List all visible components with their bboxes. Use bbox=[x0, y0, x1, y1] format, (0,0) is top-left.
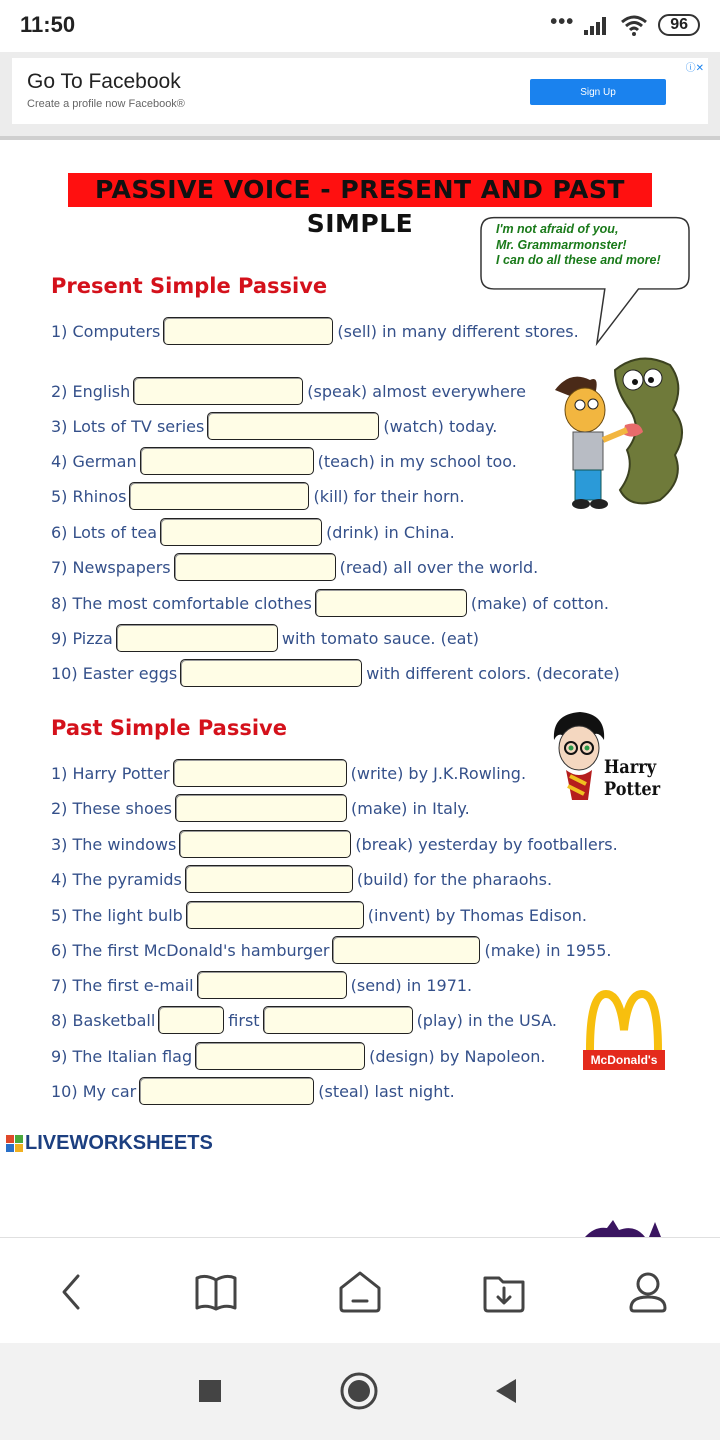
exercise-line bbox=[51, 972, 472, 998]
line-prefix: 1) Harry Potter bbox=[51, 763, 170, 783]
back-triangle-icon[interactable] bbox=[486, 1371, 526, 1411]
answer-input[interactable] bbox=[163, 317, 333, 345]
downloads-icon[interactable] bbox=[482, 1270, 526, 1314]
line-middle: first bbox=[228, 1010, 260, 1030]
decorative-partial-icon bbox=[585, 1218, 665, 1237]
answer-input[interactable] bbox=[173, 759, 347, 787]
line-prefix: 10) My car bbox=[51, 1081, 137, 1101]
answer-input[interactable] bbox=[129, 482, 309, 510]
exercise-line bbox=[51, 318, 579, 344]
exercise-line bbox=[51, 1007, 557, 1033]
exercise-line bbox=[51, 554, 538, 580]
exercise-line bbox=[51, 413, 497, 439]
exercise-line bbox=[51, 902, 587, 928]
line-prefix: 9) Pizza bbox=[51, 628, 113, 648]
answer-input[interactable] bbox=[185, 865, 353, 893]
line-prefix: 5) The light bulb bbox=[51, 905, 183, 925]
exercise-line bbox=[51, 660, 620, 686]
line-suffix: (steal) last night. bbox=[318, 1081, 455, 1101]
answer-input[interactable] bbox=[179, 830, 351, 858]
answer-input[interactable] bbox=[139, 1077, 314, 1105]
line-prefix: 8) Basketball bbox=[51, 1010, 156, 1030]
line-suffix: (invent) by Thomas Edison. bbox=[367, 905, 587, 925]
recents-icon[interactable] bbox=[190, 1371, 230, 1411]
exercise-line bbox=[51, 831, 618, 857]
line-suffix: (speak) almost everywhere bbox=[307, 381, 526, 401]
speech-bubble-text bbox=[496, 222, 686, 269]
home-icon[interactable] bbox=[338, 1270, 382, 1314]
exercise-line bbox=[51, 590, 609, 616]
line-suffix: with tomato sauce. (eat) bbox=[281, 628, 479, 648]
answer-input[interactable] bbox=[197, 971, 347, 999]
exercise-line bbox=[51, 378, 526, 404]
exercise-line bbox=[51, 760, 526, 786]
system-navigation-bar bbox=[0, 1343, 720, 1440]
line-suffix: (design) by Napoleon. bbox=[369, 1046, 546, 1066]
line-prefix: 6) The first McDonald's hamburger bbox=[51, 940, 330, 960]
status-bar bbox=[0, 0, 720, 52]
line-prefix: 4) The pyramids bbox=[51, 869, 182, 889]
answer-input[interactable] bbox=[174, 553, 336, 581]
answer-input[interactable] bbox=[140, 447, 314, 475]
line-prefix: 10) Easter eggs bbox=[51, 663, 178, 683]
exercise-line bbox=[51, 1043, 546, 1069]
mcdonalds-label: McDonald's bbox=[583, 1050, 665, 1070]
ad-sign-up-button[interactable]: Sign Up bbox=[530, 79, 666, 105]
worksheet-title: PASSIVE VOICE - PRESENT AND PAST SIMPLE bbox=[68, 173, 652, 207]
line-suffix: (write) by J.K.Rowling. bbox=[350, 763, 527, 783]
answer-input[interactable] bbox=[116, 624, 278, 652]
status-time: 11:50 bbox=[20, 12, 76, 37]
line-suffix: (watch) today. bbox=[383, 416, 498, 436]
line-prefix: 6) Lots of tea bbox=[51, 522, 158, 542]
line-suffix: (play) in the USA. bbox=[416, 1010, 557, 1030]
liveworksheets-mark-icon bbox=[6, 1135, 23, 1152]
line-prefix: 1) Computers bbox=[51, 321, 161, 341]
profile-icon[interactable] bbox=[626, 1270, 670, 1314]
exercise-line bbox=[51, 866, 552, 892]
bubble-line: I can do all these and more! bbox=[496, 253, 661, 267]
battery-indicator: 96 bbox=[658, 14, 700, 36]
ad-banner[interactable] bbox=[12, 58, 708, 124]
answer-input[interactable] bbox=[195, 1042, 365, 1070]
ad-subtitle: Create a profile now Facebook® bbox=[27, 98, 185, 110]
present-heading: Present Simple Passive bbox=[51, 274, 328, 298]
line-suffix: (drink) in China. bbox=[326, 522, 455, 542]
line-suffix: (break) yesterday by footballers. bbox=[355, 834, 618, 854]
exercise-line bbox=[51, 937, 611, 963]
line-suffix: (make) in 1955. bbox=[484, 940, 612, 960]
answer-input[interactable] bbox=[207, 412, 379, 440]
signal-icon bbox=[584, 15, 610, 35]
answer-input[interactable] bbox=[315, 589, 467, 617]
line-prefix: 7) Newspapers bbox=[51, 557, 171, 577]
line-prefix: 7) The first e-mail bbox=[51, 975, 194, 995]
exercise-line bbox=[51, 448, 517, 474]
line-prefix: 2) These shoes bbox=[51, 798, 172, 818]
ad-choices-icon[interactable]: ⓘ✕ bbox=[685, 63, 704, 74]
answer-input[interactable] bbox=[133, 377, 303, 405]
home-circle-icon[interactable] bbox=[339, 1371, 379, 1411]
bubble-line: I'm not afraid of you, bbox=[496, 222, 619, 236]
line-prefix: 8) The most comfortable clothes bbox=[51, 593, 312, 613]
line-suffix: (kill) for their horn. bbox=[313, 486, 465, 506]
liveworksheets-logo[interactable] bbox=[6, 1132, 213, 1155]
answer-input[interactable] bbox=[332, 936, 480, 964]
mcdonalds-arches-icon bbox=[586, 990, 662, 1050]
line-suffix: (send) in 1971. bbox=[350, 975, 473, 995]
exercise-line bbox=[51, 625, 479, 651]
exercise-line bbox=[51, 1078, 455, 1104]
back-icon[interactable] bbox=[50, 1270, 94, 1314]
answer-input[interactable] bbox=[263, 1006, 413, 1034]
grammar-monster-icon bbox=[545, 350, 690, 510]
line-suffix: (read) all over the world. bbox=[339, 557, 539, 577]
answer-input[interactable] bbox=[158, 1006, 224, 1034]
line-prefix: 5) Rhinos bbox=[51, 486, 127, 506]
status-icons bbox=[550, 10, 700, 36]
past-heading: Past Simple Passive bbox=[51, 716, 287, 740]
wifi-icon bbox=[620, 14, 648, 36]
exercise-line bbox=[51, 795, 470, 821]
ad-banner-container bbox=[0, 52, 720, 140]
bookmarks-icon[interactable] bbox=[194, 1270, 238, 1314]
line-prefix: 9) The Italian flag bbox=[51, 1046, 193, 1066]
line-suffix: (make) in Italy. bbox=[350, 798, 470, 818]
notification-dots: ••• bbox=[550, 10, 575, 33]
line-suffix: (make) of cotton. bbox=[470, 593, 609, 613]
answer-input[interactable] bbox=[186, 901, 364, 929]
ad-title[interactable]: Go To Facebook bbox=[27, 70, 181, 93]
line-suffix: (build) for the pharaohs. bbox=[356, 869, 553, 889]
liveworksheets-logo-text: LIVEWORKSHEETS bbox=[25, 1132, 213, 1154]
line-suffix: (sell) in many different stores. bbox=[337, 321, 579, 341]
harry-potter-icon bbox=[548, 710, 610, 805]
answer-input[interactable] bbox=[175, 794, 347, 822]
exercise-line bbox=[51, 483, 465, 509]
line-prefix: 2) English bbox=[51, 381, 131, 401]
line-suffix: with different colors. (decorate) bbox=[366, 663, 620, 683]
line-prefix: 3) Lots of TV series bbox=[51, 416, 205, 436]
exercise-line bbox=[51, 519, 455, 545]
harry-potter-label: Harry Potter bbox=[604, 756, 661, 800]
browser-toolbar bbox=[0, 1237, 720, 1343]
answer-input[interactable] bbox=[180, 659, 362, 687]
line-suffix: (teach) in my school too. bbox=[317, 451, 517, 471]
line-prefix: 3) The windows bbox=[51, 834, 177, 854]
bubble-line: Mr. Grammarmonster! bbox=[496, 237, 627, 252]
answer-input[interactable] bbox=[160, 518, 322, 546]
line-prefix: 4) German bbox=[51, 451, 137, 471]
